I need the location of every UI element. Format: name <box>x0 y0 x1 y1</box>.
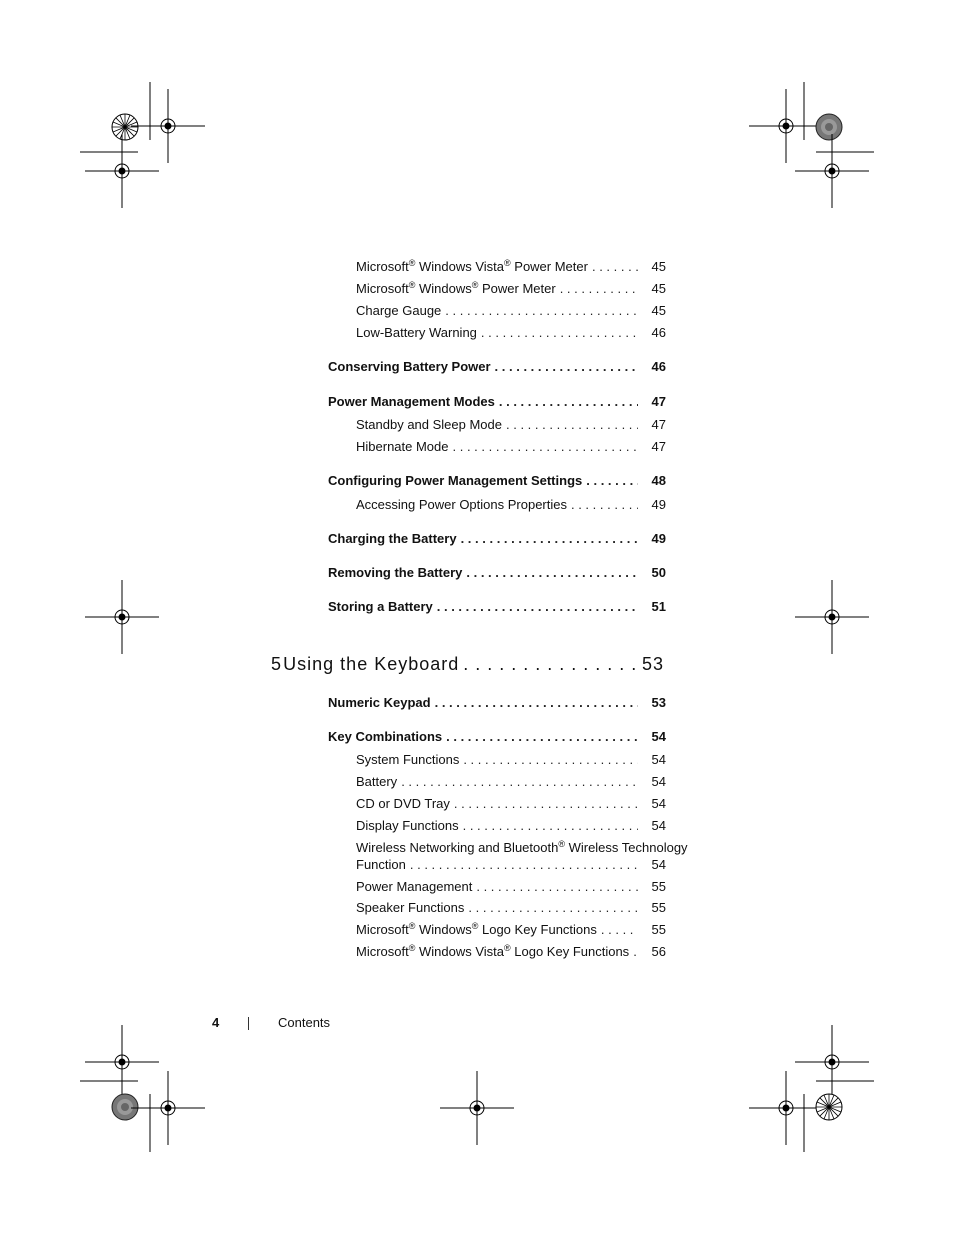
entry-label: Numeric Keypad <box>328 695 431 710</box>
page-number: 49 <box>651 497 666 512</box>
toc-entry[interactable] <box>356 900 666 916</box>
footer-section-title: Contents <box>278 1015 331 1030</box>
leader-dots <box>453 439 639 455</box>
entry-label: Power Management Modes <box>328 394 495 409</box>
toc-entry[interactable] <box>328 565 666 581</box>
toc-entry[interactable] <box>328 695 666 711</box>
leader-dots <box>468 900 638 916</box>
toc-entry[interactable] <box>328 473 666 489</box>
toc-entry[interactable] <box>356 774 666 790</box>
toc-entry[interactable] <box>356 818 666 834</box>
toc-entry[interactable] <box>328 359 666 375</box>
entry-label: Speaker Functions <box>356 900 465 915</box>
page-number: 47 <box>651 394 666 409</box>
page-number: 50 <box>651 565 666 580</box>
entry-label: Removing the Battery <box>328 565 463 580</box>
page-number: 55 <box>651 900 666 915</box>
leader-dots <box>454 796 638 812</box>
leader-dots <box>463 818 638 834</box>
page-number: 53 <box>651 695 666 710</box>
toc-entry[interactable] <box>328 729 666 745</box>
leader-dots <box>481 325 638 341</box>
toc-entry[interactable] <box>356 417 666 433</box>
leader-dots <box>592 259 638 275</box>
toc-entry[interactable] <box>356 303 666 319</box>
leader-dots <box>560 281 638 297</box>
leader-dots <box>463 654 642 675</box>
leader-dots <box>410 857 638 873</box>
page-number: 45 <box>651 259 666 274</box>
footer-divider <box>248 1017 249 1030</box>
toc-entry[interactable] <box>328 531 666 547</box>
leader-dots <box>476 879 638 895</box>
toc-entry[interactable] <box>356 325 666 341</box>
page-number: 51 <box>651 599 666 614</box>
leader-dots <box>571 497 638 513</box>
toc-entry[interactable]: Microsoft® Windows® Power Meter . . . 45 <box>356 281 666 297</box>
toc-entry[interactable] <box>328 394 666 410</box>
leader-dots <box>506 417 638 433</box>
entry-label: Low-Battery Warning <box>356 325 477 340</box>
leader-dots <box>601 922 638 938</box>
leader-dots <box>445 303 638 319</box>
page-number: 47 <box>651 417 666 432</box>
page-number: 49 <box>651 531 666 546</box>
toc-entry-first-line[interactable]: Wireless Networking and Bluetooth® Wireless Technology <box>356 839 688 855</box>
leader-dots <box>463 752 638 768</box>
page-number: 46 <box>651 325 666 340</box>
page-number: 55 <box>651 879 666 894</box>
entry-label: Function <box>356 857 406 872</box>
leader-dots <box>499 394 638 410</box>
chapter-heading[interactable] <box>271 654 664 675</box>
toc-entry[interactable] <box>356 879 666 895</box>
entry-label: Battery <box>356 774 398 789</box>
page-number: 54 <box>651 774 666 789</box>
entry-label: Conserving Battery Power <box>328 359 491 374</box>
page-number: 45 <box>651 303 666 318</box>
leader-dots <box>437 599 638 615</box>
toc-entry[interactable] <box>356 796 666 812</box>
page-number: 54 <box>651 857 666 872</box>
entry-label: Power Management <box>356 879 473 894</box>
toc-entry[interactable] <box>356 857 666 873</box>
entry-label: Standby and Sleep Mode <box>356 417 502 432</box>
page-number: 54 <box>651 729 666 744</box>
entry-label: Configuring Power Management Settings <box>328 473 583 488</box>
entry-label: Charge Gauge <box>356 303 442 318</box>
page-number: 54 <box>651 752 666 767</box>
entry-label: System Functions <box>356 752 460 767</box>
entry-label: Display Functions <box>356 818 459 833</box>
toc-entry[interactable] <box>356 752 666 768</box>
entry-label: Key Combinations <box>328 729 443 744</box>
toc-entry[interactable] <box>356 439 666 455</box>
toc-entry[interactable] <box>328 599 666 615</box>
page-number: 48 <box>651 473 666 488</box>
page-number: 55 <box>651 922 666 937</box>
toc-entry[interactable]: Microsoft® Windows® Logo Key Functions . . . 55 <box>356 922 666 938</box>
entry-label: Charging the Battery <box>328 531 457 546</box>
toc-entry[interactable]: Microsoft® Windows Vista® Power Meter . . . 45 <box>356 259 666 275</box>
page-number: 45 <box>651 281 666 296</box>
leader-dots <box>446 729 638 745</box>
entry-label: CD or DVD Tray <box>356 796 450 811</box>
page-number: 47 <box>651 439 666 454</box>
page-number: 53 <box>641 654 664 674</box>
footer-page-number: 4 <box>212 1015 220 1030</box>
page-number: 54 <box>651 796 666 811</box>
chapter-number: 5 <box>271 654 283 674</box>
page-number: 54 <box>651 818 666 833</box>
leader-dots <box>586 473 638 489</box>
toc-entry[interactable] <box>356 497 666 513</box>
leader-dots <box>401 774 638 790</box>
chapter-title: Using the Keyboard <box>283 654 460 674</box>
page-number: 56 <box>651 944 666 959</box>
leader-dots <box>461 531 638 547</box>
entry-label: Storing a Battery <box>328 599 433 614</box>
entry-label: Hibernate Mode <box>356 439 449 454</box>
leader-dots <box>435 695 638 711</box>
entry-label: Accessing Power Options Properties <box>356 497 567 512</box>
page-number: 46 <box>651 359 666 374</box>
toc-entry[interactable]: Microsoft® Windows Vista® Logo Key Functions . . . 56 <box>356 944 666 960</box>
leader-dots <box>466 565 638 581</box>
leader-dots <box>495 359 638 375</box>
